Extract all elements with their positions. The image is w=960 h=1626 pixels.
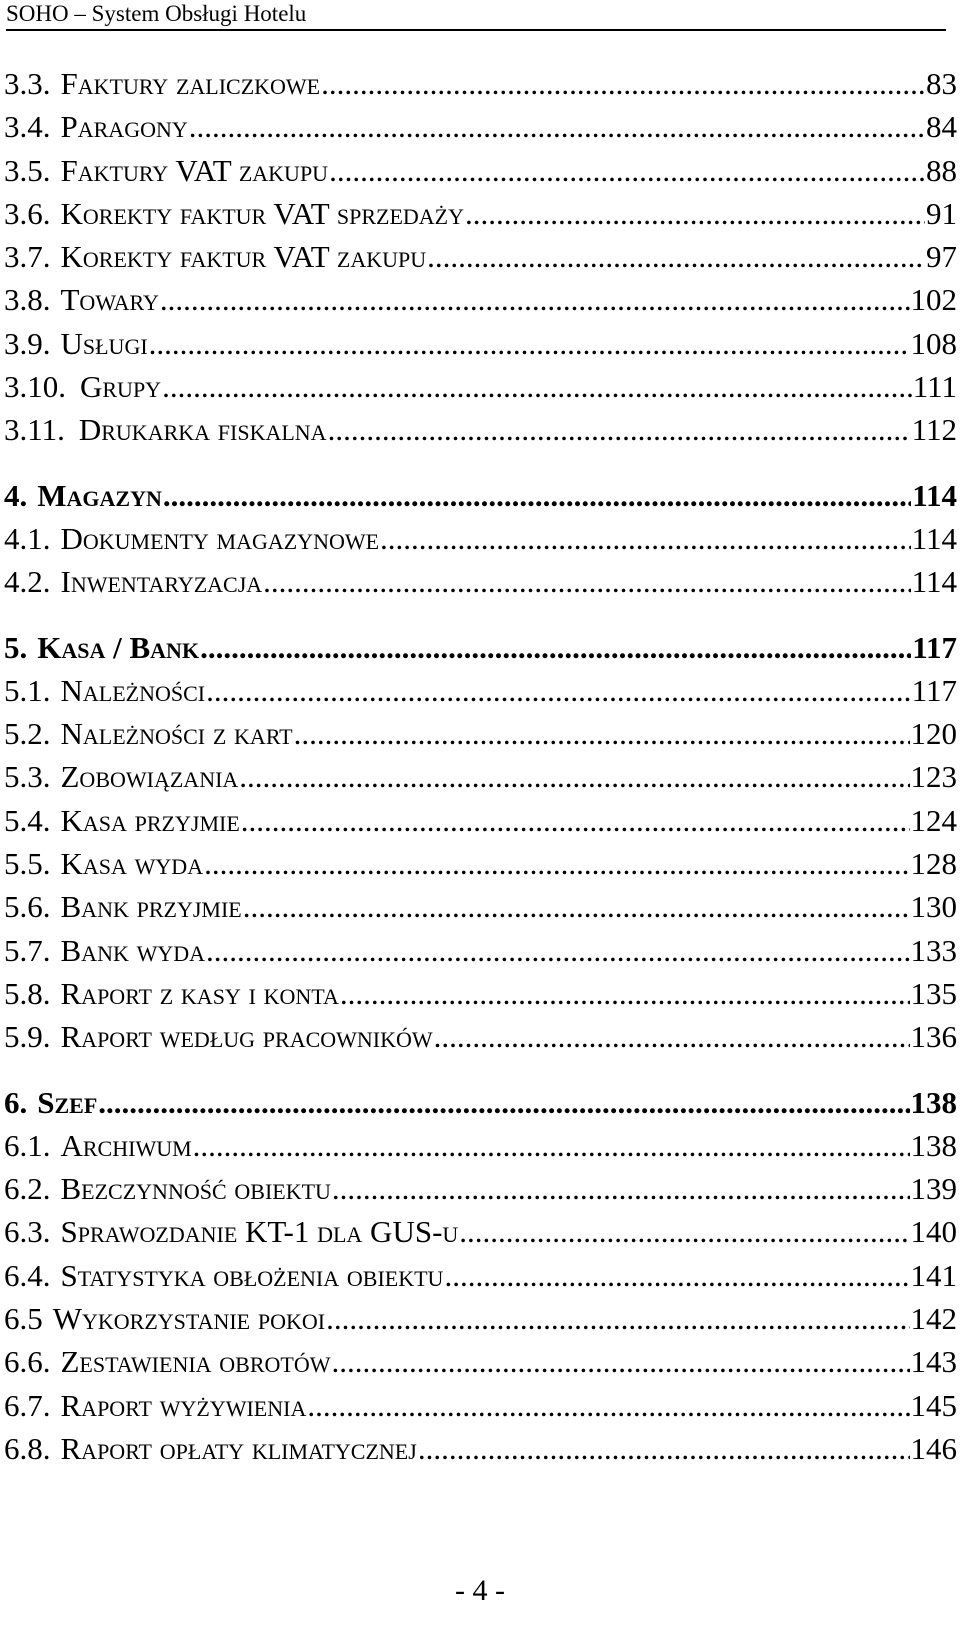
toc-entry-page: 88 [926,152,957,188]
toc-entry-page: 112 [911,412,957,448]
toc-entry-spacer [51,885,61,928]
toc-entry[interactable] [4,408,957,451]
toc-entry-title: Drukarka fiskalna [78,412,327,448]
running-header: SOHO – System Obsługi Hotelu [6,2,946,31]
dot-leader [332,1167,910,1210]
toc-entry-title: Wykorzystanie pokoi [52,1301,326,1337]
toc-entry-page: 145 [910,1387,957,1423]
toc-entry-title: Kasa przyjmie [60,802,240,838]
dot-leader [326,1297,909,1340]
toc-entry-number: 6.7. [4,1387,51,1423]
toc-entry-number: 4.1. [4,520,51,556]
toc-entry-spacer [65,408,79,451]
toc-entry-title: Raport wyżywienia [60,1387,307,1423]
toc-entry-title: Magazyn [37,477,162,513]
toc-entry-spacer [51,192,61,235]
toc-entry-title: Statystyka obłożenia obiektu [60,1257,444,1293]
toc-entry-spacer [51,929,61,972]
toc-entry-title: Korekty faktur VAT sprzedaży [60,195,465,231]
dot-leader [263,560,910,603]
toc-entry-number: 3.11. [4,412,65,448]
toc-entry-page: 133 [910,932,957,968]
toc-entry-number: 3.10. [4,369,66,405]
toc-entry-title: Raport z kasy i konta [60,975,339,1011]
toc-entry[interactable] [4,62,957,105]
toc-entry-page: 97 [926,239,957,275]
toc-entry-number: 4. [4,477,28,513]
toc-entry[interactable] [4,1167,957,1210]
toc-entry[interactable] [4,105,957,148]
toc-entry-title: Należności z kart [60,716,293,752]
toc-entry-page: 138 [910,1084,957,1120]
toc-entry[interactable] [4,517,957,560]
toc-entry-spacer [51,322,61,365]
toc-entry-title: Faktury zaliczkowe [60,66,321,101]
dot-leader [98,1081,909,1124]
toc-entry-page: 91 [926,195,957,231]
toc-entry[interactable] [4,1384,957,1427]
toc-entry[interactable] [4,560,957,603]
toc-entry-page: 139 [910,1171,957,1207]
dot-leader [239,755,909,798]
toc-entry[interactable] [4,1340,957,1383]
toc-entry-page: 128 [910,846,957,882]
toc-entry-page: 102 [910,282,957,318]
toc-entry-page: 84 [926,109,957,145]
dot-leader [193,1124,910,1167]
dot-leader [241,799,910,842]
toc-entry[interactable] [4,192,957,235]
dot-leader [163,474,911,517]
toc-entry-number: 3.9. [4,325,51,361]
toc-entry-spacer [27,474,37,517]
toc-entry-spacer [51,1384,61,1427]
page-number: - 4 - [455,1574,505,1607]
toc-entry-spacer [51,799,61,842]
dot-leader [189,105,925,148]
toc-entry-spacer [51,1167,61,1210]
toc-entry-spacer [27,1081,37,1124]
toc-entry[interactable] [4,1297,957,1340]
table-of-contents [4,62,957,1470]
toc-entry-title: Towary [60,282,159,318]
toc-entry-spacer [51,972,61,1015]
toc-entry-spacer [51,842,61,885]
toc-entry-number: 3.8. [4,282,51,318]
dot-leader [162,365,912,408]
toc-entry[interactable] [4,322,957,365]
toc-entry[interactable] [4,626,957,669]
toc-entry-page: 114 [911,520,957,556]
dot-leader [459,1210,909,1253]
toc-entry-spacer [27,626,37,669]
dot-leader [418,1427,910,1470]
toc-entry[interactable] [4,972,957,1015]
toc-entry-page: 117 [911,672,957,708]
dot-leader [206,669,911,712]
toc-entry-spacer [51,669,61,712]
dot-leader [340,972,910,1015]
toc-entry-number: 6.4. [4,1257,51,1293]
dot-leader [294,712,910,755]
toc-entry-number: 5.1. [4,672,51,708]
toc-entry-spacer [51,149,61,192]
toc-entry-number: 6.6. [4,1344,51,1380]
toc-entry-title: Bank przyjmie [60,889,242,925]
toc-entry-number: 5.5. [4,846,51,882]
toc-entry-page: 138 [910,1127,957,1163]
toc-entry-title: Raport według pracowników [60,1019,433,1055]
toc-entry-number: 6.8. [4,1430,51,1466]
toc-entry-number: 3.5. [4,152,51,188]
toc-entry-title: Archiwum [60,1127,192,1163]
toc-entry-page: 135 [910,975,957,1011]
dot-leader [329,149,925,192]
toc-entry-spacer [51,1124,61,1167]
toc-entry-page: 143 [910,1344,957,1380]
toc-entry-page: 130 [910,889,957,925]
dot-leader [160,278,910,321]
toc-entry-spacer [51,517,61,560]
toc-entry-page: 114 [911,564,957,600]
toc-entry-page: 123 [910,759,957,795]
toc-entry-number: 3.6. [4,195,51,231]
toc-entry-title: Faktury VAT zakupu [60,152,329,188]
toc-entry[interactable] [4,1254,957,1297]
toc-entry[interactable] [4,278,957,321]
toc-entry-spacer [51,278,61,321]
toc-entry-title: Grupy [80,369,162,405]
toc-entry-spacer [51,62,61,105]
toc-entry[interactable] [4,1124,957,1167]
toc-entry-spacer [51,235,61,278]
toc-entry-spacer [51,105,61,148]
toc-entry-title: Zestawienia obrotów [60,1344,331,1380]
toc-entry-spacer [43,1297,53,1340]
dot-leader [427,235,925,278]
toc-entry-title: Dokumenty magazynowe [60,520,380,556]
toc-entry-title: Sprawozdanie KT-1 dla GUS-u [60,1214,459,1250]
toc-entry-page: 111 [912,369,957,405]
toc-entry[interactable] [4,842,957,885]
toc-entry[interactable] [4,1210,957,1253]
toc-entry-page: 108 [910,325,957,361]
toc-entry-page: 124 [910,802,957,838]
dot-leader [380,517,911,560]
toc-entry-title: Paragony [60,109,188,145]
toc-entry[interactable] [4,149,957,192]
toc-entry-number: 3.3. [4,66,51,101]
toc-entry[interactable] [4,885,957,928]
toc-entry-title: Raport opłaty klimatycznej [60,1430,417,1466]
toc-entry[interactable] [4,929,957,972]
toc-entry-number: 6.2. [4,1171,51,1207]
toc-entry-spacer [51,1015,61,1058]
dot-leader [243,885,910,928]
toc-entry[interactable] [4,235,957,278]
toc-entry-title: Szef [37,1084,98,1120]
toc-entry-page: 83 [926,66,957,101]
toc-entry-spacer [51,1210,61,1253]
toc-entry-spacer [51,1340,61,1383]
toc-entry-title: Kasa / Bank [37,629,200,665]
toc-entry-page: 117 [912,629,957,665]
toc-entry-title: Inwentaryzacja [60,564,263,600]
toc-entry-spacer [51,1254,61,1297]
toc-entry-number: 6. [4,1084,28,1120]
toc-entry-number: 3.7. [4,239,51,275]
toc-entry-spacer [66,365,80,408]
dot-leader [465,192,925,235]
toc-entry-page: 142 [910,1301,957,1337]
toc-entry-number: 6.1. [4,1127,51,1163]
toc-entry[interactable] [4,799,957,842]
dot-leader [206,929,909,972]
toc-entry-spacer [51,755,61,798]
dot-leader [149,322,910,365]
toc-entry[interactable] [4,1081,957,1124]
dot-leader [444,1254,909,1297]
toc-entry-page: 114 [912,477,957,513]
toc-entry-number: 5.6. [4,889,51,925]
toc-entry-number: 5.8. [4,975,51,1011]
dot-leader [332,1340,910,1383]
toc-entry[interactable] [4,1015,957,1058]
toc-entry-number: 5. [4,629,28,665]
toc-entry-title: Należności [60,672,206,708]
toc-entry[interactable] [4,1427,957,1470]
toc-entry-spacer [51,560,61,603]
toc-entry[interactable] [4,365,957,408]
toc-entry-page: 140 [910,1214,957,1250]
toc-entry-number: 3.4. [4,109,51,145]
toc-entry-page: 141 [910,1257,957,1293]
toc-entry-number: 5.9. [4,1019,51,1055]
toc-entry-number: 6.3. [4,1214,51,1250]
toc-entry[interactable] [4,669,957,712]
toc-entry-title: Korekty faktur VAT zakupu [60,239,427,275]
toc-entry-page: 146 [910,1430,957,1466]
toc-entry-number: 6.5 [4,1301,43,1337]
toc-entry[interactable] [4,474,957,517]
toc-entry-title: Kasa wyda [60,846,204,882]
toc-entry-number: 4.2. [4,564,51,600]
toc-entry[interactable] [4,755,957,798]
toc-entry-title: Bank wyda [60,932,206,968]
dot-leader [321,62,925,105]
dot-leader [200,626,911,669]
toc-entry-number: 5.4. [4,802,51,838]
toc-entry-page: 120 [910,716,957,752]
dot-leader [204,842,909,885]
dot-leader [434,1015,910,1058]
toc-entry-number: 5.3. [4,759,51,795]
toc-entry-spacer [51,712,61,755]
toc-entry-title: Usługi [60,325,148,361]
toc-entry-title: Bezczynność obiektu [60,1171,331,1207]
toc-entry-number: 5.2. [4,716,51,752]
toc-entry[interactable] [4,712,957,755]
toc-entry-page: 136 [910,1019,957,1055]
dot-leader [328,408,911,451]
toc-entry-number: 5.7. [4,932,51,968]
dot-leader [307,1384,909,1427]
toc-entry-spacer [51,1427,61,1470]
toc-entry-title: Zobowiązania [60,759,239,795]
